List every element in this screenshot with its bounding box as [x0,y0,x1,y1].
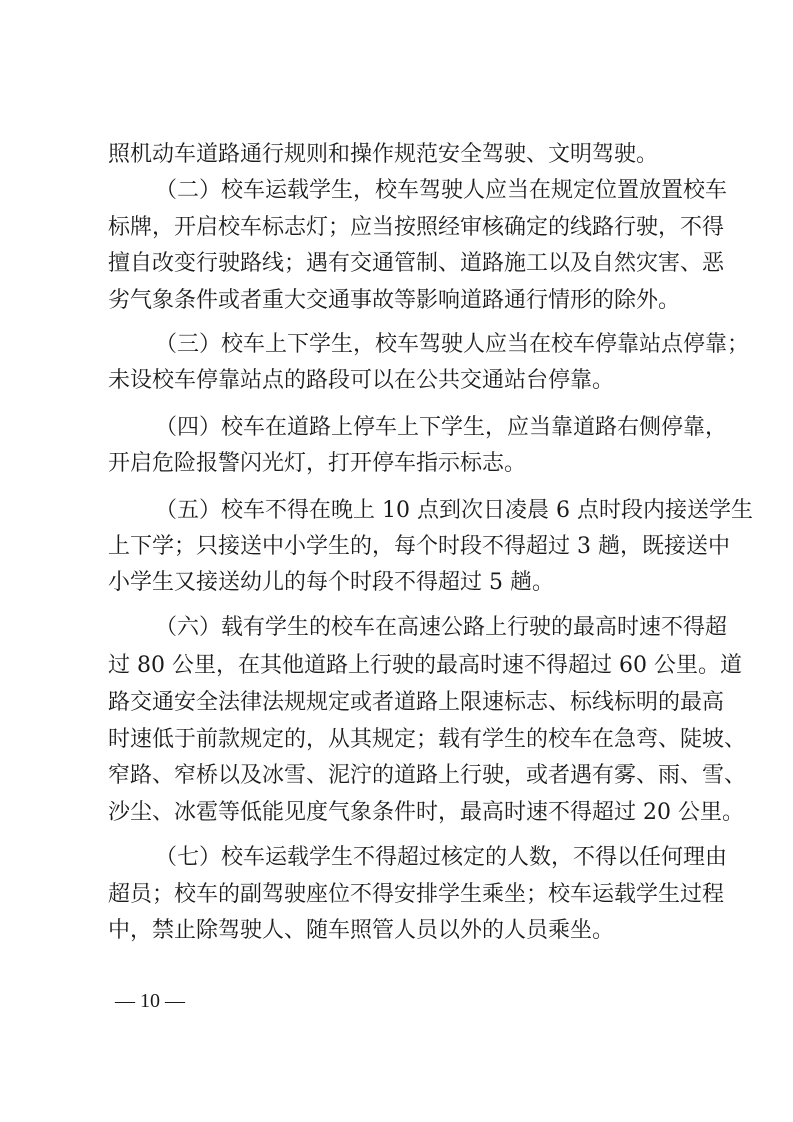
text-line: 沙尘、冰雹等低能见度气象条件时，最高时速不得超过 20 公里。 [108,800,744,825]
paragraph-2-start: （二）校车运载学生，校车驾驶人应当在规定位置放置校车 [155,178,728,203]
text-line: 超员；校车的副驾驶座位不得安排学生乘坐；校车运载学生过程 [108,882,725,907]
paragraph-4-start: （四）校车在道路上停车上下学生，应当靠道路右侧停靠， [155,415,728,440]
text-line: 小学生又接送幼儿的每个时段不得超过 5 趟。 [108,570,554,595]
text-line: 中，禁止除驾驶人、随车照管人员以外的人员乘坐。 [108,918,615,943]
page-number: — 10 — [115,990,185,1012]
text-line: 上下学；只接送中小学生的，每个时段不得超过 3 趟，既接送中 [108,534,730,559]
text-line: 照机动车道路通行规则和操作规范安全驾驶、文明驾驶。 [108,142,659,167]
text-line: 时速低于前款规定的，从其规定；载有学生的校车在急弯、陡坡、 [108,727,747,752]
text-line: 路交通安全法律法规规定或者道路上限速标志、标线标明的最高 [108,690,725,715]
text-line: 标牌，开启校车标志灯；应当按照经审核确定的线路行驶，不得 [108,215,725,240]
text-line: 开启危险报警闪光灯，打开停车指示标志。 [108,451,527,476]
text-line: 未设校车停靠站点的路段可以在公共交通站台停靠。 [108,368,615,393]
text-line: 窄路、窄桥以及冰雪、泥泞的道路上行驶，或者遇有雾、雨、雪、 [108,763,747,788]
text-line: 擅自改变行驶路线；遇有交通管制、道路施工以及自然灾害、恶 [108,251,725,276]
paragraph-5-start: （五）校车不得在晚上 10 点到次日凌晨 6 点时段内接送学生 [155,498,753,523]
paragraph-7-start: （七）校车运载学生不得超过核定的人数，不得以任何理由 [155,845,728,870]
text-line: 过 80 公里，在其他道路上行驶的最高时速不得超过 60 公里。道 [108,653,742,678]
paragraph-3-start: （三）校车上下学生，校车驾驶人应当在校车停靠站点停靠； [155,332,750,357]
paragraph-6-start: （六）载有学生的校车在高速公路上行驶的最高时速不得超 [155,615,728,640]
text-line: 劣气象条件或者重大交通事故等影响道路通行情形的除外。 [108,288,681,313]
